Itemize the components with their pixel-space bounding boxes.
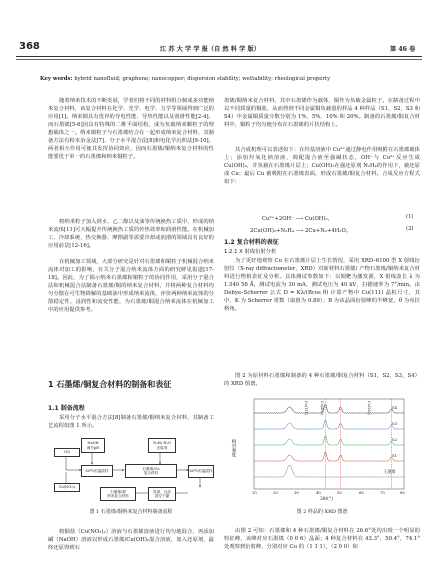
figure-2-caption: 图 2 样品的 XRD 图谱 <box>296 509 348 515</box>
subsection-heading-1-2: 1.2 复合材料的表征 <box>224 239 279 246</box>
figure-1-flowchart <box>48 434 214 504</box>
series-label-s4: S4 <box>392 405 398 410</box>
xrd-peak-markers <box>325 399 391 489</box>
xrd-curve <box>254 465 404 477</box>
box-go: GO <box>54 448 80 457</box>
xrd-xtick: 30 <box>294 490 299 495</box>
box-final-material: 石墨烯/铜 纳米复合材料 <box>100 487 136 501</box>
xrd-curve <box>254 452 404 462</box>
xrd-xtick: 20 <box>273 490 278 495</box>
xrd-xtick: 50 <box>337 490 342 495</box>
mechanism-paragraph: 其合成机理可以表述如下：在羟基溶液中 Cu²⁺通过静电作用吸附在石墨烯载体上；添加羟氧化钠溶液，调配混合液至强碱状态，OH⁻与 Cu²⁺反应生成 Cu(OH)₂，并负载在石墨烯片层上；Cu(OH)₂在强还原剂 N₂H₄的作用下，被还原成 Cu；最后 Cu 被吸附在石墨烯表面，形成石墨烯/铜复合材料。合成反应方程式如下： <box>224 147 420 186</box>
peak-label-cu111: Cu(111) <box>304 401 308 415</box>
header-rule <box>16 56 422 57</box>
peak-label-cu220: Cu(220) <box>367 401 371 415</box>
box-n2h4: N₂H₄·H₂O 还原剂 <box>148 438 176 453</box>
box-wash: 洗涤、过滤 真空干燥 <box>148 487 176 501</box>
xrd-curves <box>254 404 404 477</box>
equation-1: Cu²⁺+2OH⁻ ⟶ Cu(OH)₂， <box>262 216 333 222</box>
series-label-s1: S1 <box>392 453 398 458</box>
xrd-xtick: 70 <box>380 490 385 495</box>
page-number: 368 <box>19 41 40 52</box>
intro-paragraph-2: 将纳米粒子加入到水、乙二醇以及油等传统换热工质中，形成的纳米流体[11]可大幅提升传统换热工质的传热效率和润滑性能。在机械加工、冷却系统、热交换器、摩擦副等需要冷却或润滑的领域具有良好的应用前景[12-16]。 <box>48 219 214 250</box>
xrd-xtick: 60 <box>359 490 364 495</box>
right-paragraph-1: 墨烯/铜纳米复合材料，其中石墨烯作为载体，铜作为负载金属粒子。在制备过程中以不同质量的铜盐，从而得到不同金属铜负载量的样品 4 种样品（S1，S2，S3 和 S4）中金属铜质量分数分别为 1%，5%，10% 和 20%。制备的石墨烯/铜复合材料中，铜粒子均匀地分布在石墨烯的片状结构上。 <box>224 98 420 129</box>
equation-2: 2Cu(OH)₂+N₂H₄ ⟶ 2Cu+N₂+4H₂O。 <box>250 228 352 234</box>
intro-paragraph: 随着纳米技术的不断发展，学者们将不同的材料组合制成多功能纳米复合材料，该复合材料在化学、光学、电学、力学等领域得到广泛的应用[1]。纳米铜具有优异的导电性能、导热性能以及润滑性能[2-4]，而石墨烯[5-6]因具有特殊的二维平面结构，成为负载纳米颗粒子的理想载体之一。纳米铜粒子与石墨烯结合在一起形成纳米复合材料，其制备方法有粉末冶金法[7]、分子水平混合法[8]和电化学沉积法[9-10]。两者相互作用可使其发挥协同效应，因而石墨烯/铜纳米复合材料的性能要优于单一的石墨烯和纳米铜粒子。 <box>48 98 214 161</box>
equation-1-number: (1) <box>406 214 414 220</box>
box-naoh: NaOH 调节pH <box>81 438 105 453</box>
figure-2-xrd <box>232 395 418 505</box>
figure-1-caption: 图 1 石墨烯/铜纳米复合材料制备流程 <box>89 509 173 515</box>
xrd-curve <box>254 404 404 413</box>
volume-label: 第 46 卷 <box>390 46 416 53</box>
series-label-s3: S3 <box>392 421 398 426</box>
box-cuno3: Cu(NO₃)₂ <box>54 483 80 492</box>
journal-title: 江 苏 大 学 学 报（自 然 科 学 版） <box>160 46 260 53</box>
xrd-plot <box>232 395 418 505</box>
series-label-graphene: 石墨烯 <box>384 469 396 474</box>
keywords <box>40 75 420 83</box>
prep-paragraph-2: 将铜盐（Cu(NO₃)₂）溶液与石墨烯溶液进行均匀地混合，再添加碱（NaOH）溶液以形成石墨烯/Cu(OH)₂混合溶液，加入还原剂，最终还原得到石 <box>48 529 214 552</box>
xrd-result-paragraph: 由图 2 可知：石墨烯和 4 种石墨烯/铜复合材料在 26.6°处均出现一个明显的特征峰，该峰对应石墨烯（0 0 6）晶面；4 种复合材料在 43.3°，50.4°，74.1° 处观察到衍射峰，分别对应 Cu 的（1 1 1），（2 0 0）和 <box>224 528 420 551</box>
xrd-xtick: 80 <box>400 490 405 495</box>
keywords-label: Key words: <box>40 76 73 82</box>
subsubsection-heading-1-2-1: 1.2.1 X 射线衍射分析 <box>224 249 277 255</box>
box-composite: 石墨烯/Cu 复合材料 <box>125 464 177 478</box>
series-label-s2: S2 <box>392 437 398 442</box>
xrd-xtick: 40 <box>316 490 321 495</box>
xrd-curve <box>254 436 404 445</box>
equation-2-number: (2) <box>406 226 414 232</box>
peak-label-cu200: Cu(200) <box>320 401 324 415</box>
subsection-heading-1-1: 1.1 制备流程 <box>48 405 85 412</box>
xrd-method-paragraph: 为了更好地观察 Cu 在石墨烯片层上生长情况，采用 XRD–6100 型 X 射线衍射仪（X-ray diffractometer，XRD）对新材料石墨烯/ 产物石墨烯/铜纳米复合材料进行物相表征及分析。具体测试参数如下：以铜靶为激发源，X 射线波长 λ 为 1.540 56 Å，测试电流为 30 mA，测试电压为 40 kV，扫描速率为 7°/min。由 Debye–Scherrer 公式 D = Kλ/(Bcos θ) 计算产物中 Cu(111) 晶粒尺寸，其中，K 为 Scherrer 常数（取值为 0.89）；B 为该晶面衍射峰的半峰宽，θ 为布拉格角。 <box>224 258 420 313</box>
intro-paragraph-3: 在机械加工领域，大部分研究是针对石墨烯和铜粒子机械混合纳米流体对加工的影响，有关分子混合纳米流体方面的研究鲜见报道[17-18]。因此，为了揭示纳米石墨烯和铜粒子的协同作用，采用分子混合法和机械混合法制备石墨烯/铜的纳米复合材料，并将两种复合材料均匀分散在可生物降解的基础油中形成纳米流体，评价两种纳米流体的分散稳定性、浸润性和流变性能，为石墨烯/铜混合纳米流体在机械加工中的应用提供参考。 <box>48 259 214 314</box>
prep-paragraph: 采用分子水平混合方法[8]制备石墨烯/铜纳米复合材料，其制备工艺流程如图 1 所示。 <box>48 415 214 430</box>
xrd-xlabel: 2θ/(°) <box>320 497 333 502</box>
xrd-figure-intro: 图 2 为原材料石墨烯和制备的 4 种石墨烯/铜复合材料（S1，S2，S3，S4）的 XRD 图谱。 <box>224 373 420 388</box>
box-ultra: 60℃恒温搅拌 <box>81 465 113 477</box>
xrd-ylabel: 相对强度 <box>231 439 236 457</box>
keywords-text: hybrid nanofluid; graphene; nanocopper; dispersion stability; wettability; rheological property <box>74 76 331 82</box>
xrd-curve <box>254 420 404 429</box>
header-rule-thin <box>16 59 422 60</box>
xrd-xtick: 10 <box>252 490 257 495</box>
section-heading-1: 1 石墨烯/铜复合材料的制备和表征 <box>48 380 172 389</box>
box-dry-stir: 60℃恒温搅拌 <box>188 465 214 478</box>
